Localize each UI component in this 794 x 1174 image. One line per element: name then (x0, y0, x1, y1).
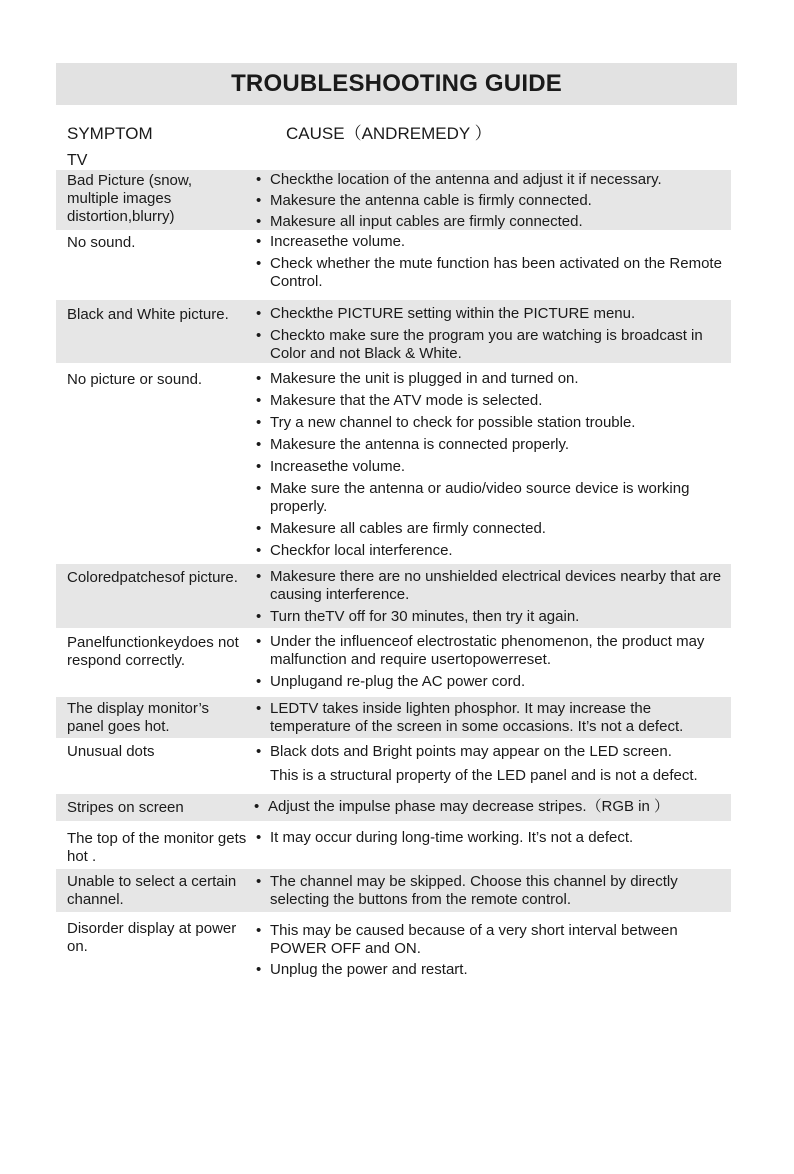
remedy-item: • Increasethe volume. (256, 233, 731, 251)
remedy-list (256, 633, 731, 695)
remedy-item: • Checkfor local interference. (256, 542, 731, 560)
remedy-item: • Checkthe location of the antenna and adjust it if necessary. (256, 171, 731, 189)
symptom-cell: Coloredpatchesof picture. (67, 569, 238, 586)
remedy-item: • Makesure the unit is plugged in and turned on. (256, 370, 731, 388)
remedy-list (256, 743, 731, 789)
symptom-cell: No sound. (67, 234, 136, 251)
table-row (56, 827, 731, 867)
page-title: TROUBLESHOOTING GUIDE (231, 70, 562, 97)
remedy-list (256, 700, 731, 740)
remedy-list (256, 171, 731, 234)
symptom-column-header: SYMPTOM (67, 124, 153, 143)
remedy-item: • Turn theTV off for 30 minutes, then try it again. (256, 608, 731, 626)
table-row (56, 368, 731, 560)
remedy-item: • Checkto make sure the program you are watching is broadcast in Color and not Black & White. (256, 327, 731, 363)
remedy-item: • Unplugand re-plug the AC power cord. (256, 673, 731, 691)
remedy-item: • Try a new channel to check for possible station trouble. (256, 414, 731, 432)
symptom-cell: No picture or sound. (67, 371, 203, 388)
remedy-list (256, 370, 731, 564)
table-row (56, 170, 731, 230)
table-row (56, 697, 731, 738)
symptom-cell: Stripes on screen (67, 799, 184, 816)
remedy-note: This is a structural property of the LED panel and is not a defect. (270, 767, 698, 784)
remedy-item: • Makesure there are no unshielded electrical devices nearby that are causing interference. (256, 568, 731, 604)
remedy-item: • It may occur during long-time working. It’s not a defect. (256, 829, 731, 847)
symptom-cell: Bad Picture (snow, multiple images distortion,blurry) (67, 172, 193, 225)
symptom-cell: Black and White picture. (67, 306, 229, 323)
remedy-list (256, 233, 731, 295)
remedy-item: • Makesure all cables are firmly connected. (256, 520, 731, 538)
table-row (56, 300, 731, 363)
remedy-item: • Makesure all input cables are firmly connected. (256, 213, 731, 231)
remedy-list (256, 829, 731, 851)
remedy-item: • Makesure the antenna cable is firmly connected. (256, 192, 731, 210)
remedy-item: • LEDTV takes inside lighten phosphor. It may increase the temperature of the screen in some occasions. It’s not a defect. (256, 700, 731, 736)
symptom-cell: Panelfunctionkeydoes not respond correctly. (67, 634, 239, 669)
symptom-cell: Unable to select a certain channel. (67, 873, 237, 908)
remedy-item: • Checkthe PICTURE setting within the PICTURE menu. (256, 305, 731, 323)
remedy-item: • Adjust the impulse phase may decrease stripes.（RGB in ） (254, 798, 729, 816)
remedy-list (256, 305, 731, 367)
section-label: TV (67, 152, 88, 169)
remedy-item: • Check whether the mute function has been activated on the Remote Control. (256, 255, 731, 291)
remedy-item: • Makesure that the ATV mode is selected. (256, 392, 731, 410)
table-row (56, 794, 731, 821)
remedy-item: • Make sure the antenna or audio/video source device is working properly. (256, 480, 731, 516)
remedy-list (256, 873, 731, 913)
table-row (56, 632, 731, 694)
symptom-cell: The top of the monitor gets hot . (67, 830, 247, 865)
remedy-item: • Increasethe volume. (256, 458, 731, 476)
remedy-item: • The channel may be skipped. Choose this channel by directly selecting the buttons from the remote control. (256, 873, 731, 909)
remedy-item: • Makesure the antenna is connected properly. (256, 436, 731, 454)
table-row (56, 564, 731, 628)
remedy-list (254, 798, 729, 820)
symptom-cell: Disorder display at power on. (67, 920, 237, 955)
remedy-item: • Black dots and Bright points may appear on the LED screen. (256, 743, 731, 761)
table-row (56, 742, 731, 792)
remedy-item: • Unplug the power and restart. (256, 961, 731, 979)
symptom-cell: Unusual dots (67, 743, 155, 760)
symptom-cell: The display monitor’s panel goes hot. (67, 700, 210, 735)
remedy-item: • This may be caused because of a very short interval between POWER OFF and ON. (256, 922, 731, 958)
remedy-item: • Under the influenceof electrostatic phenomenon, the product may malfunction and require usertopowerreset. (256, 633, 731, 669)
cause-column-header: CAUSE（ANDREMEDY ） (286, 124, 492, 143)
remedy-list (256, 922, 731, 982)
table-row (56, 869, 731, 912)
table-row (56, 918, 731, 980)
title-bar (56, 63, 737, 105)
remedy-list (256, 568, 731, 630)
table-row (56, 232, 731, 294)
